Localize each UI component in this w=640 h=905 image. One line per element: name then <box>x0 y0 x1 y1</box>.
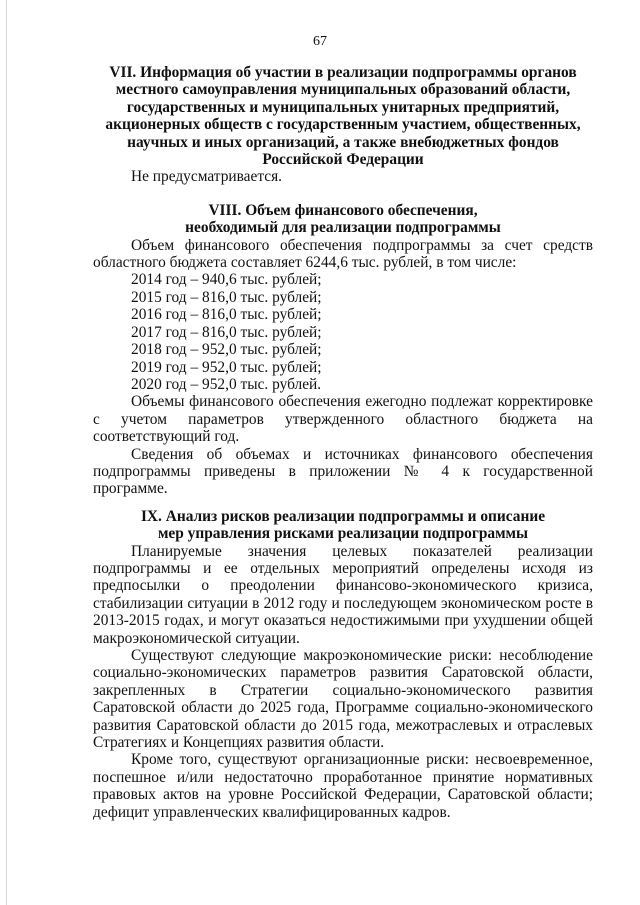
funding-year-item: 2017 год – 816,0 тыс. рублей; <box>131 323 322 341</box>
section-9-paragraph-3: Кроме того, существуют организационные риски: несвоевременное, поспешное и/или недостаточно проработанное принятие нормативных правовых актов на уровне Российской Федерации, Саратовской области; дефицит управленческих квалифицированных кадров. <box>93 751 593 821</box>
section-8-heading <box>93 202 593 237</box>
section-9-paragraph-2: Существуют следующие макроэкономические риски: несоблюдение социально-экономических параметров развития Саратовской области, закрепленных в Стратегии социально-экономического развития Саратовской области до 2025 года, Программе социально-экономического развития Саратовской области до 2015 года, межотраслевых и отраслевых Стратегиях и Концепциях развития области. <box>93 647 593 752</box>
section-9-heading <box>93 508 593 543</box>
funding-year-item: 2016 год – 816,0 тыс. рублей; <box>131 306 322 324</box>
heading-line: научных и иных организаций, а также внебюджетных фондов <box>127 133 559 151</box>
heading-line: местного самоуправления муниципальных образований области, <box>115 81 571 99</box>
funding-year-item: 2020 год – 952,0 тыс. рублей. <box>131 375 322 393</box>
page-content <box>93 64 593 821</box>
heading-line: мер управления рисками реализации подпрограммы <box>157 525 529 543</box>
section-8-intro: Объем финансового обеспечения подпрограммы за счет средств областного бюджета составляет 6244,6 тыс. рублей, в том числе: <box>93 236 593 272</box>
scan-edge-line <box>6 0 7 905</box>
section-8-paragraph-2: Объемы финансового обеспечения ежегодно подлежат корректировке с учетом параметров утвержденного областного бюджета на соответствующий год. <box>93 393 593 446</box>
section-8-paragraph-3: Сведения об объемах и источниках финансового обеспечения подпрограммы приведены в приложении № 4 к государственной программе. <box>93 445 593 498</box>
heading-line: Российской Федерации <box>262 151 424 169</box>
page-number: 67 <box>313 34 327 49</box>
funding-year-item: 2015 год – 816,0 тыс. рублей; <box>131 288 322 306</box>
heading-line: акционерных обществ с государственным участием, общественных, <box>105 116 581 134</box>
heading-line: VII. Информация об участии в реализации подпрограммы органов <box>109 64 577 81</box>
heading-line: необходимый для реализации подпрограммы <box>185 219 501 237</box>
heading-line: IX. Анализ рисков реализации подпрограммы и описание <box>140 507 546 525</box>
heading-line: VIII. Объем финансового обеспечения, <box>208 201 478 219</box>
funding-year-item: 2019 год – 952,0 тыс. рублей; <box>131 358 322 376</box>
funding-year-item: 2014 год – 940,6 тыс. рублей; <box>131 271 322 289</box>
section-7-heading <box>93 64 593 168</box>
funding-year-item: 2018 год – 952,0 тыс. рублей; <box>131 341 322 359</box>
heading-line: государственных и муниципальных унитарных предприятий, <box>126 98 560 116</box>
section-7-text: Не предусматривается. <box>131 168 283 186</box>
funding-by-year-list <box>93 271 593 393</box>
section-9-paragraph-1: Планируемые значения целевых показателей реализации подпрограммы и ее отдельных мероприятий определены исходя из предпосылки о преодолении финансово-экономического кризиса, стабилизации ситуации в 2012 году и последующем экономическом росте в 2013-2015 годах, и могут оказаться недостижимыми при ухудшении общей макроэкономической ситуации. <box>93 542 593 647</box>
